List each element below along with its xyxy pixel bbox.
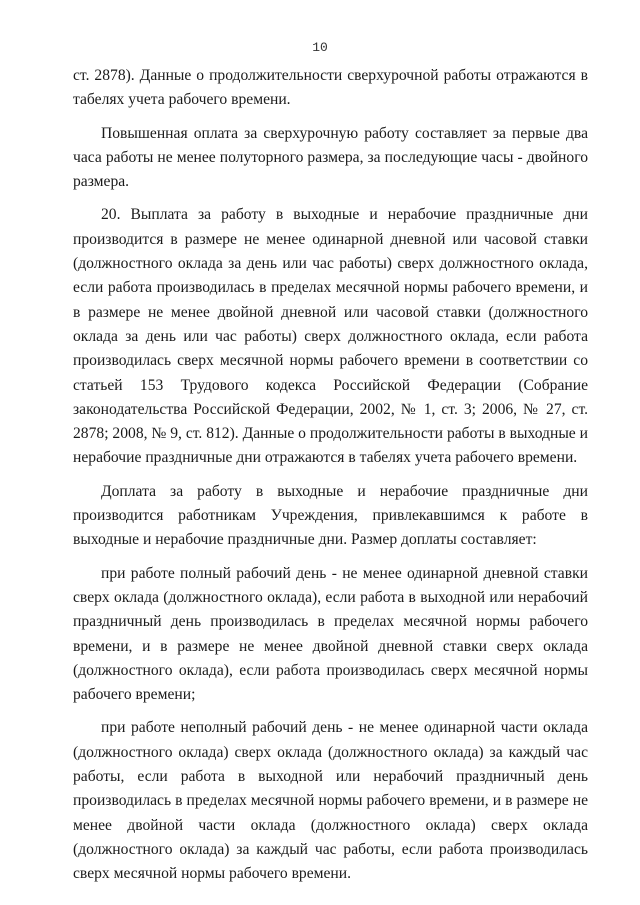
- paragraph-overtime-pay: Повышенная оплата за сверхурочную работу составляет за первые два часа работы не менее полуторного размера, за последующие часы - двойного размера.: [73, 124, 588, 191]
- paragraph-overtime-records: ст. 2878). Данные о продолжительности сверхурочной работы отражаются в табелях учета рабочего времени.: [73, 67, 588, 109]
- paragraph-part-day: при работе неполный рабочий день - не менее одинарной части оклада (должностного оклада) сверх оклада (должностного оклада) за каждый час работы, если работа в выходной или нерабочий праздничный день производилась в пределах месячной нормы рабочего времени, и в размере не менее двойной части оклада (должностного оклада) сверх оклада (должностного оклада) за каждый час работы, если работа производилась сверх месячной нормы рабочего времени.: [73, 719, 588, 883]
- page-number: 10: [312, 40, 328, 55]
- paragraph-holiday-surcharge: Доплата за работу в выходные и нерабочие праздничные дни производится работникам Учреждения, привлекавшимся к работе в выходные и нерабочие праздничные дни. Размер доплаты составляет:: [73, 482, 588, 549]
- paragraph-full-day: при работе полный рабочий день - не менее одинарной дневной ставки сверх оклада (должностного оклада), если работа в выходной или нерабочий праздничный день производилась в пределах месячной нормы рабочего времени, и в размере не менее двойной дневной ставки сверх оклада (должностного оклада), если работа производилась сверх месячной нормы рабочего времени;: [73, 564, 588, 704]
- document-body: [73, 64, 588, 896]
- paragraph-clause-20: 20. Выплата за работу в выходные и нерабочие праздничные дни производится в размере не менее одинарной дневной или часовой ставки (должностного оклада за день или час работы) сверх должностного оклада, если работа производилась в пределах месячной нормы рабочего времени, и в размере не менее двойной дневной или часовой ставки (должностного оклада за день или час работы) сверх должностного оклада, если работа производилась сверх месячной нормы рабочего времени в соответствии со статьей 153 Трудового кодекса Российской Федерации (Собрание законодательства Российской Федерации, 2002, № 1, ст. 3; 2006, № 27, ст. 2878; 2008, № 9, ст. 812). Данные о продолжительности работы в выходные и нерабочие праздничные дни отражаются в табелях учета рабочего времени.: [73, 206, 588, 467]
